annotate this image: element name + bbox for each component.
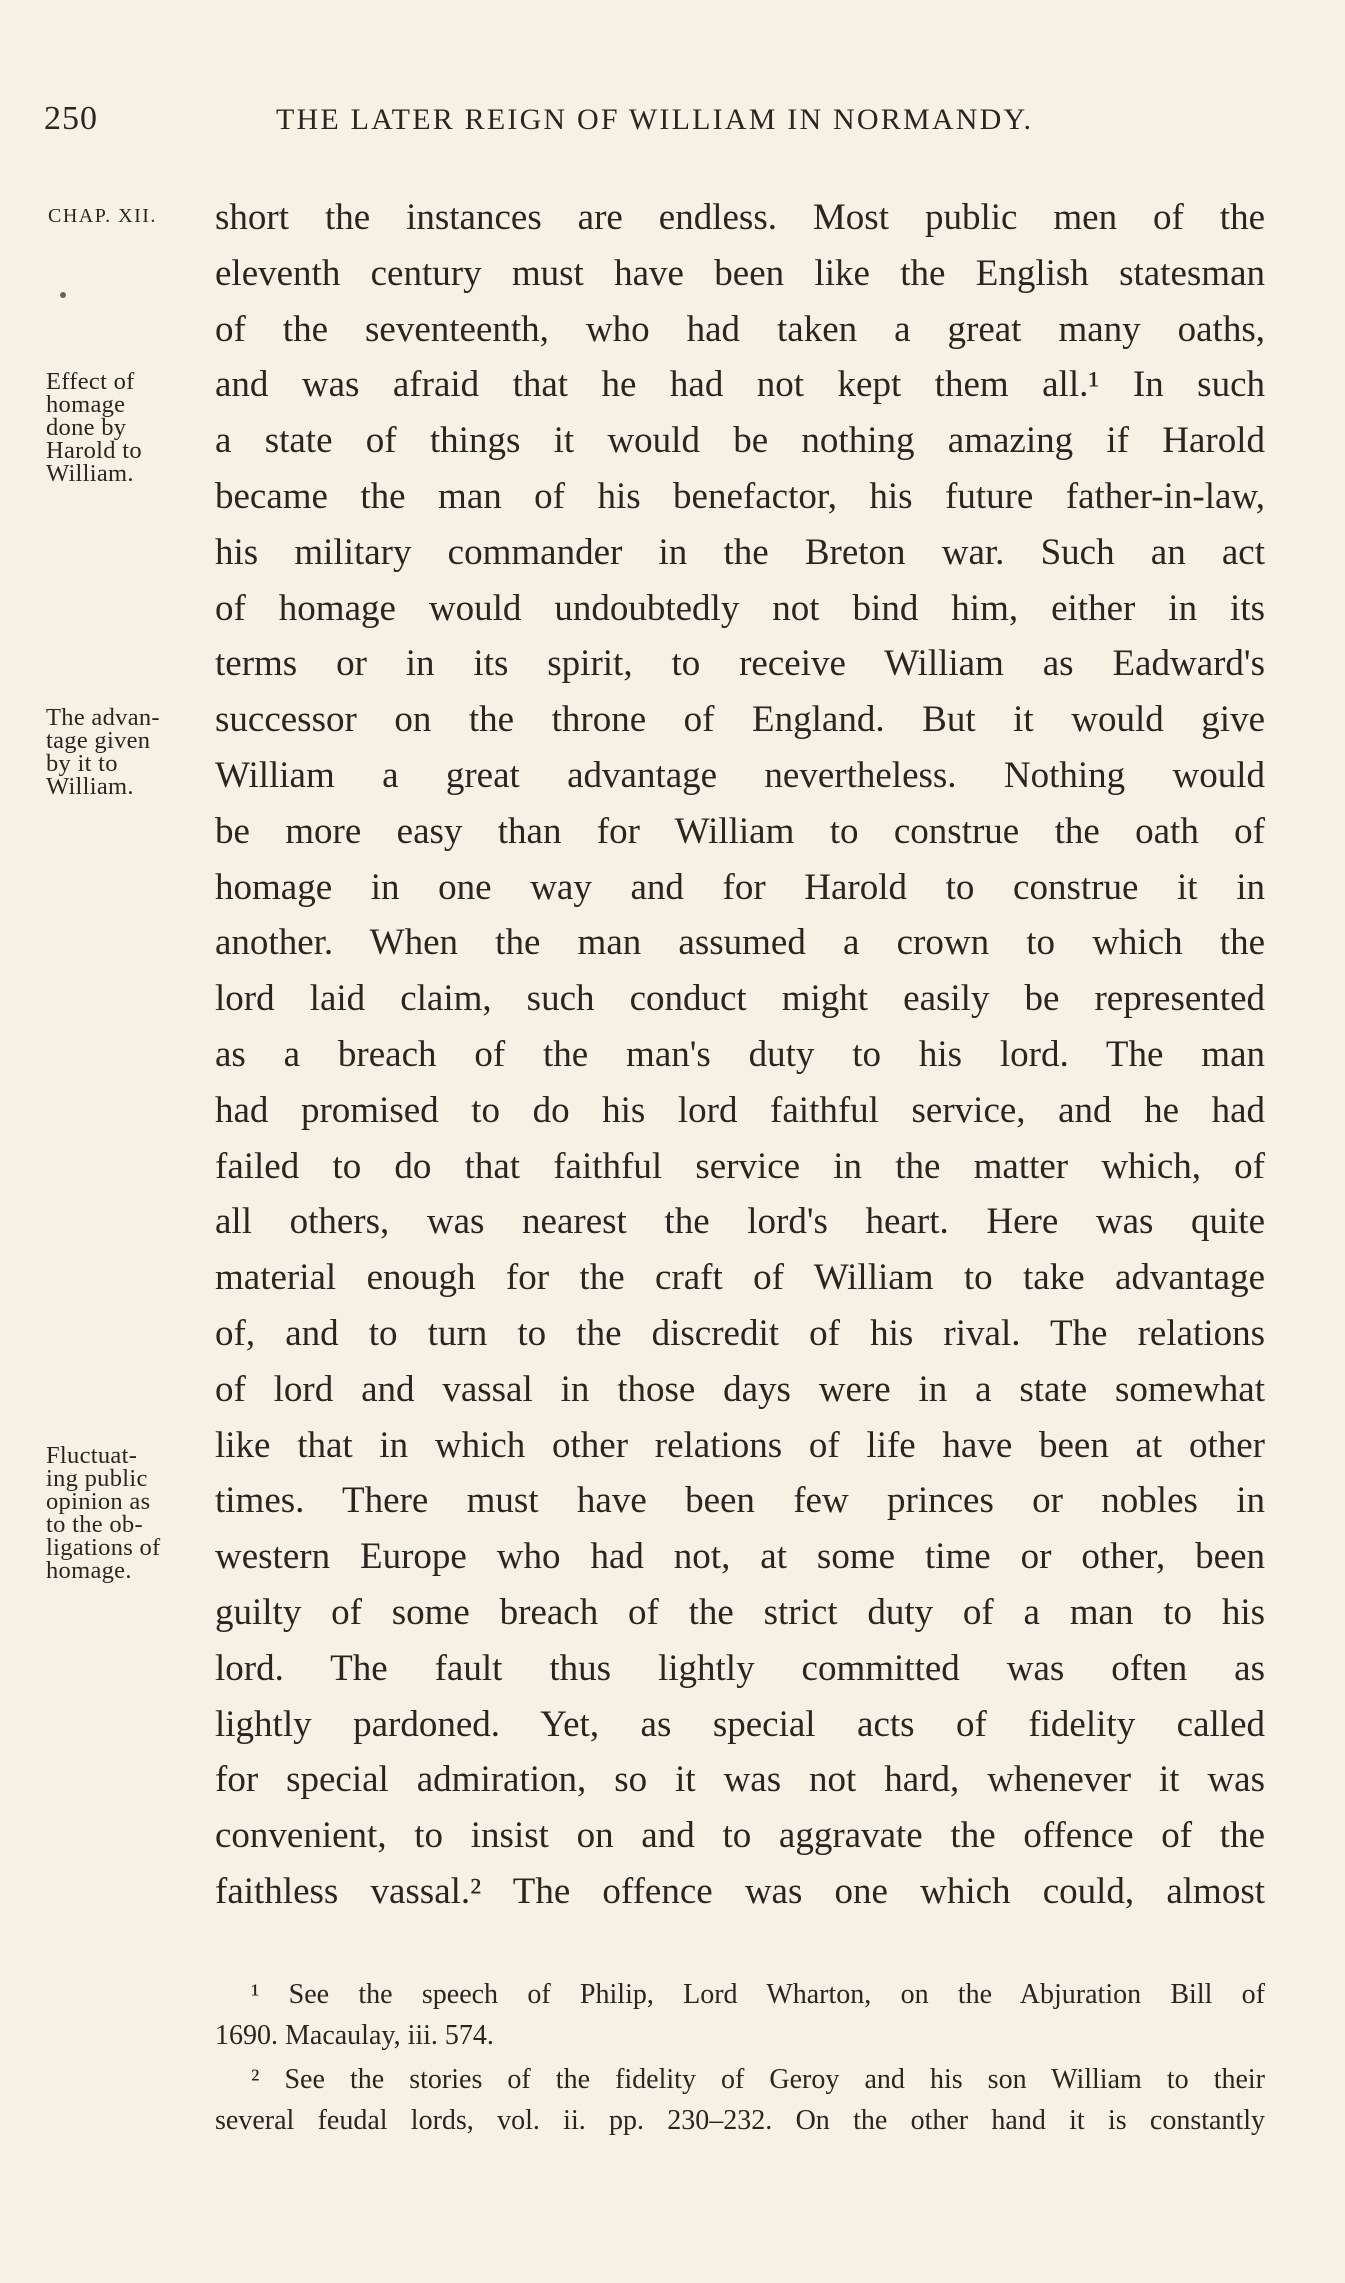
body-line: lord laid claim, such conduct might easily be represented: [215, 978, 1265, 1020]
sidenote-line: Effect of: [46, 368, 135, 395]
body-line: William a great advantage nevertheless. Nothing would: [215, 754, 1265, 796]
sidenote-line: by it to: [46, 750, 118, 777]
sidenote-line: homage: [46, 391, 126, 418]
body-line: western Europe who had not, at some time or other, been: [215, 1536, 1265, 1578]
body-line: all others, was nearest the lord's heart. Here was quite: [215, 1201, 1265, 1243]
body-line: of the seventeenth, who had taken a great many oaths,: [215, 308, 1265, 350]
body-line: eleventh century must have been like the English statesman: [215, 252, 1265, 294]
body-line: material enough for the craft of William to take advantage: [215, 1257, 1265, 1299]
footnote-line: 1690. Macaulay, iii. 574.: [215, 2020, 494, 2051]
footnote-line: several feudal lords, vol. ii. pp. 230–232. On the other hand it is constantly: [215, 2105, 1265, 2136]
page-number: 250: [44, 100, 98, 137]
sidenote-line: William.: [46, 460, 134, 487]
body-line: of, and to turn to the discredit of his rival. The relations: [215, 1312, 1265, 1354]
sidenote-line: The advan-: [46, 704, 160, 731]
body-line: another. When the man assumed a crown to which the: [215, 922, 1265, 964]
sidenote-line: tage given: [46, 727, 151, 754]
body-line: be more easy than for William to construe the oath of: [215, 810, 1265, 852]
sidenote-line: done by: [46, 414, 127, 441]
body-line: became the man of his benefactor, his future father-in-law,: [215, 475, 1265, 517]
sidenote-line: to the ob-: [46, 1511, 143, 1538]
body-line: successor on the throne of England. But it would give: [215, 699, 1265, 741]
footnote-2: [215, 2059, 1265, 2141]
sidenote-line: homage.: [46, 1557, 132, 1584]
body-text: [215, 190, 1265, 1920]
body-line: of homage would undoubtedly not bind him, either in its: [215, 587, 1265, 629]
sidenote-line: opinion as: [46, 1488, 151, 1515]
body-line: like that in which other relations of life have been at other: [215, 1424, 1265, 1466]
footnote-1: [215, 1974, 1265, 2056]
sidenote-line: Fluctuat-: [46, 1442, 138, 1469]
sidenote-advantage: [46, 706, 216, 798]
margin-dot: [60, 292, 66, 298]
sidenote-line: ing public: [46, 1465, 148, 1492]
body-line: faithless vassal.² The offence was one which could, almost: [215, 1870, 1265, 1912]
sidenote-line: ligations of: [46, 1534, 161, 1561]
body-line: guilty of some breach of the strict duty of a man to his: [215, 1591, 1265, 1633]
body-line: as a breach of the man's duty to his lord. The man: [215, 1033, 1265, 1075]
body-line: a state of things it would be nothing amazing if Harold: [215, 420, 1265, 462]
body-line: failed to do that faithful service in the matter which, of: [215, 1145, 1265, 1187]
body-line: convenient, to insist on and to aggravate the offence of the: [215, 1815, 1265, 1857]
sidenote-fluctuating-opinion: [46, 1444, 216, 1582]
body-line: of lord and vassal in those days were in a state somewhat: [215, 1368, 1265, 1410]
body-line: his military commander in the Breton war. Such an act: [215, 531, 1265, 573]
body-line: lord. The fault thus lightly committed was often as: [215, 1647, 1265, 1689]
footnote-line: ² See the stories of the fidelity of Geroy and his son William to their: [251, 2064, 1265, 2095]
body-line: times. There must have been few princes or nobles in: [215, 1480, 1265, 1522]
body-line: and was afraid that he had not kept them all.¹ In such: [215, 364, 1265, 406]
body-line: had promised to do his lord faithful service, and he had: [215, 1089, 1265, 1131]
body-line: for special admiration, so it was not hard, whenever it was: [215, 1759, 1265, 1801]
sidenote-line: William.: [46, 773, 134, 800]
sidenote-effect-of-homage: [46, 370, 216, 485]
body-line: short the instances are endless. Most public men of the: [215, 197, 1265, 238]
running-title: THE LATER REIGN OF WILLIAM IN NORMANDY.: [276, 103, 1034, 136]
chapter-label: CHAP. XII.: [48, 205, 157, 227]
footnote-line: ¹ See the speech of Philip, Lord Wharton, on the Abjuration Bill of: [251, 1979, 1265, 2010]
body-line: terms or in its spirit, to receive William as Eadward's: [215, 643, 1265, 685]
body-line: lightly pardoned. Yet, as special acts of fidelity called: [215, 1703, 1265, 1745]
sidenote-line: Harold to: [46, 437, 142, 464]
body-line: homage in one way and for Harold to construe it in: [215, 866, 1265, 908]
